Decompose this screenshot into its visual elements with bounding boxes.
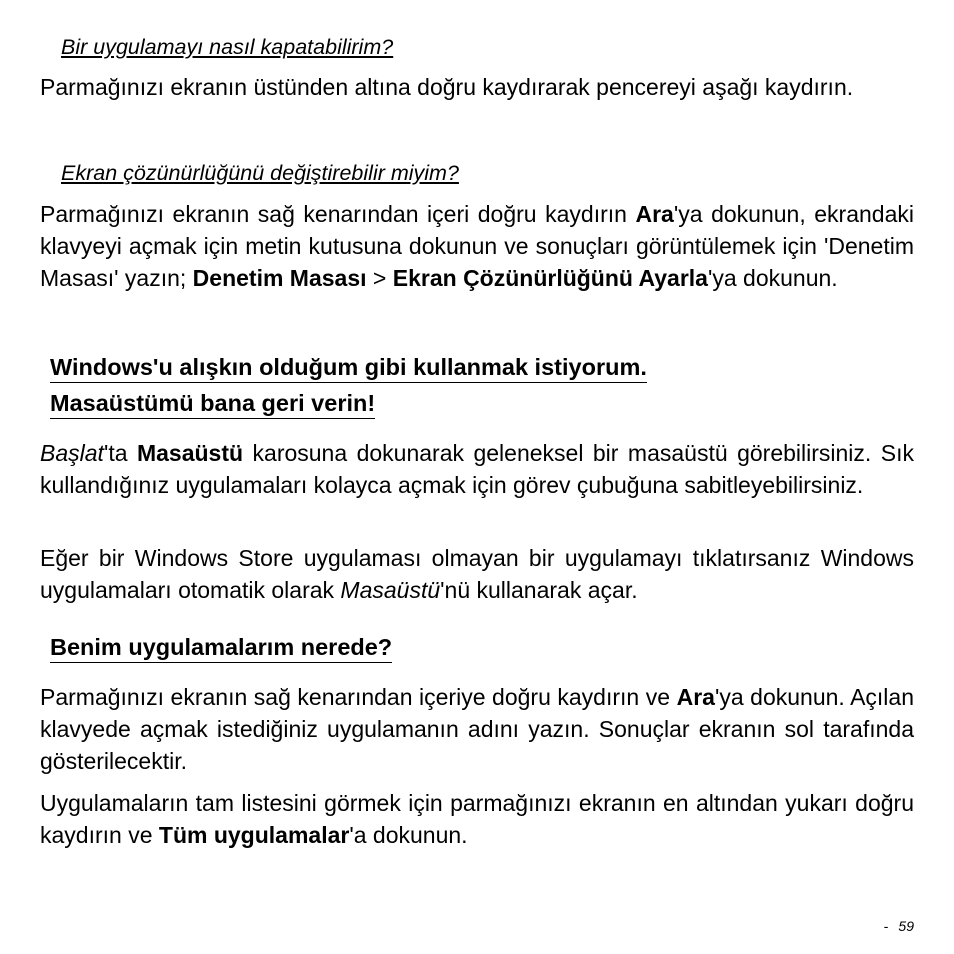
faq-answer-resolution: [40, 198, 914, 294]
faq-question-resolution: Ekran çözünürlüğünü değiştirebilir miyim?: [61, 161, 459, 185]
paragraph-text: 'nü kullanarak açar.: [440, 577, 638, 603]
section-heading-apps: [50, 629, 392, 665]
faq-question-close-app: Bir uygulamayı nasıl kapatabilirim?: [61, 35, 394, 59]
heading-line: Benim uygulamalarım nerede?: [50, 632, 392, 663]
page-footer: [884, 918, 914, 934]
italic-term-baslat: Başlat: [40, 440, 104, 466]
bold-term-denetim-masasi: Denetim Masası: [192, 265, 367, 291]
answer-text: Parmağınızı ekranın sağ kenarından içeri doğru kaydırın: [40, 201, 636, 227]
section-heading-desktop: [50, 349, 647, 421]
bold-term-ara: Ara: [676, 684, 715, 710]
bold-term-ekran-cozunurlugu: Ekran Çözünürlüğünü Ayarla: [392, 265, 708, 291]
desktop-paragraph-2: [40, 542, 914, 606]
answer-text: 'ya dokunun.: [707, 265, 838, 291]
page-number: 59: [898, 918, 914, 934]
paragraph-text: 'a dokunun.: [349, 822, 468, 848]
paragraph-text: Uygulamaların tam listesini görmek için parmağınızı ekranın en altından yukarı doğru kaydırın ve: [40, 790, 914, 848]
italic-term-masaustu: Masaüstü: [340, 577, 441, 603]
faq-answer-close-app: [40, 71, 914, 103]
bold-term-tum-uygulamalar: Tüm uygulamalar: [158, 822, 350, 848]
desktop-paragraph-1: [40, 437, 914, 501]
answer-text: 'ya dokunun, ekrandaki klavyeyi açmak için metin kutusuna dokunun ve sonuçları görüntülemek için 'Denetim Masası' yazın;: [40, 201, 914, 291]
apps-paragraph-2: [40, 787, 914, 851]
paragraph-text: Eğer bir Windows Store uygulaması olmayan bir uygulamayı tıklatırsanız Windows uygulamaları otomatik olarak: [40, 545, 914, 603]
answer-text: Parmağınızı ekranın üstünden altına doğru kaydırarak pencereyi aşağı kaydırın.: [40, 74, 854, 100]
bold-term-ara: Ara: [635, 201, 674, 227]
heading-line-2: Masaüstümü bana geri verin!: [50, 388, 375, 419]
apps-paragraph-1: [40, 681, 914, 777]
path-separator: >: [366, 265, 393, 291]
paragraph-text: 'ya dokunun. Açılan klavyede açmak istediğiniz uygulamanın adını yazın. Sonuçlar ekranın sol tarafında gösterilecektir.: [40, 684, 914, 774]
heading-line-1: Windows'u alışkın olduğum gibi kullanmak istiyorum.: [50, 352, 647, 383]
paragraph-text: karosuna dokunarak geleneksel bir masaüstü görebilirsiniz. Sık kullandığınız uygulamaları kolayca açmak için görev çubuğuna sabitleyebilirsiniz.: [40, 440, 914, 498]
paragraph-text: 'ta: [103, 440, 137, 466]
bold-term-masaustu: Masaüstü: [136, 440, 244, 466]
paragraph-text: Parmağınızı ekranın sağ kenarından içeriye doğru kaydırın ve: [40, 684, 677, 710]
footer-dash: -: [883, 918, 889, 934]
